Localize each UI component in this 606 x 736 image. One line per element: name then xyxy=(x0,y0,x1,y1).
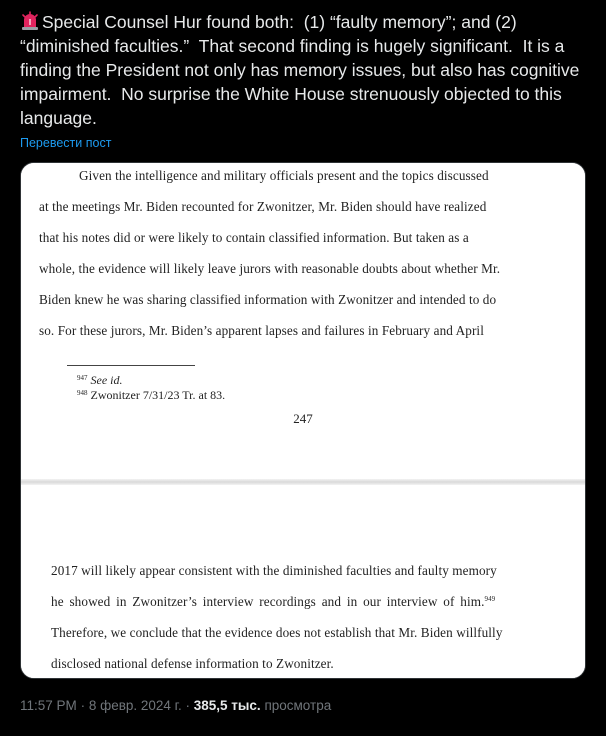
police-light-icon xyxy=(20,11,40,31)
post-meta xyxy=(20,698,331,713)
views-label: просмотра xyxy=(264,698,332,713)
meta-separator: · xyxy=(80,698,86,713)
post-body: Special Counsel Hur found both: (1) “faulty memory”; and (2) “diminished faculties.” That second finding is hugely significant. It is a finding the President not only has memory issues, but also has cognitive impairment. No surprise the White House strenuously objected to this language. xyxy=(20,12,585,128)
doc-line-7: 2017 will likely appear consistent with the diminished faculties and faulty memory xyxy=(51,563,497,578)
doc-line-3: that his notes did or were likely to contain classified information. But taken as a xyxy=(39,230,469,245)
post-text xyxy=(20,10,592,130)
footnote-ref-949: 949 xyxy=(484,595,496,603)
meta-separator-2: · xyxy=(185,698,190,713)
post-time[interactable]: 11:57 PM xyxy=(20,698,77,713)
document-page-248 xyxy=(21,485,585,679)
doc-line-10: disclosed national defense information to Zwonitzer. xyxy=(51,656,334,671)
doc-line-2: at the meetings Mr. Biden recounted for Zwonitzer, Mr. Biden should have realized xyxy=(39,199,487,214)
page-number: 247 xyxy=(293,411,313,426)
post-date[interactable]: 8 февр. 2024 г. xyxy=(88,698,182,713)
doc-line-4: whole, the evidence will likely leave jurors with reasonable doubts about whether Mr. xyxy=(39,261,501,276)
doc-line-1: Given the intelligence and military officials present and the topics discussed xyxy=(79,168,489,183)
translate-post-link[interactable]: Перевести пост xyxy=(20,136,112,150)
doc-line-5: Biden knew he was sharing classified information with Zwonitzer and intended to do xyxy=(39,292,497,307)
views-count[interactable]: 385,5 тыс. xyxy=(193,698,261,713)
doc-line-6: so. For these jurors, Mr. Biden’s apparent lapses and failures in February and April xyxy=(39,323,484,338)
document-page-247 xyxy=(21,163,585,481)
footnote-947: $^{947}$ See id. xyxy=(77,373,123,387)
footnote-948: $^{948}$ Zwonitzer 7/31/23 Tr. at 83. xyxy=(77,388,226,402)
document-image[interactable] xyxy=(20,162,586,679)
footnote-divider xyxy=(67,365,195,366)
doc-line-8: he showed in Zwonitzer’s interview recordings and in our interview of him.$^{949}$ xyxy=(51,594,496,609)
doc-line-9: Therefore, we conclude that the evidence does not establish that Mr. Biden willfully xyxy=(51,625,503,640)
